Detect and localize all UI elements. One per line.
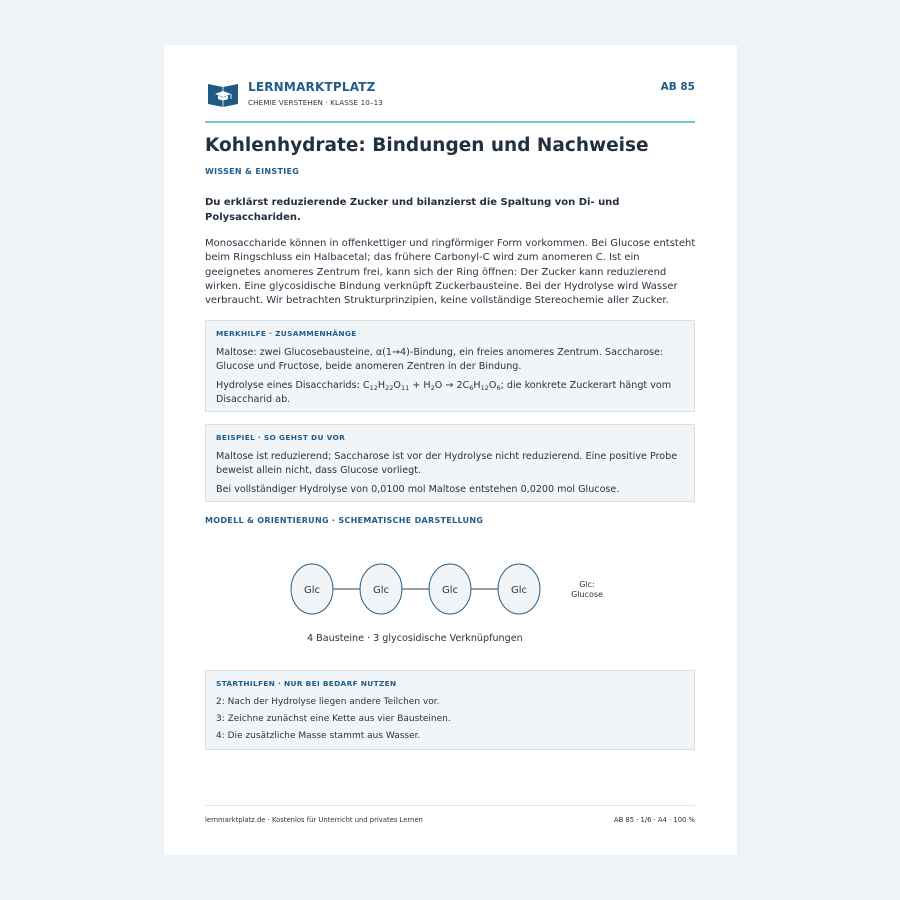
brand-subtitle: CHEMIE VERSTEHEN · KLASSE 10–13: [248, 98, 383, 107]
footer-divider: [205, 805, 695, 806]
sheet-number: AB 85: [660, 81, 695, 93]
beispiel-line-2: Bei vollständiger Hydrolyse von 0,0100 mol Maltose entstehen 0,0200 mol Glucose.: [216, 484, 620, 495]
beispiel-title: BEISPIEL · SO GEHST DU VOR: [216, 433, 346, 442]
merkhilfe-box: [205, 320, 695, 412]
page-title: Kohlenhydrate: Bindungen und Nachweise: [205, 135, 649, 156]
header-divider: [205, 121, 695, 123]
glucose-unit-label-1: Glc: [303, 585, 321, 596]
beispiel-line-1: Maltose ist reduzierend; Saccharose ist vor der Hydrolyse nicht reduzierend. Eine positive Probe beweist allein nicht, dass Glucose vorliegt.: [216, 451, 678, 476]
body-text: Monosaccharide können in offenkettiger und ringförmiger Form vorkommen. Bei Glucose entsteht beim Ringschluss ein Halbacetal; das frühere Carbonyl-C wird zum anomeren C. Ist ein geeignetes anomeres Zentrum frei, kann sich der Ring öffnen: Der Zucker kann reduzierend wirken. Eine glycosidische Bindung verknüpft Zuckerbausteine. Bei der Hydrolyse wird Wasser verbraucht. Wir betrachten Strukturprinzipien, keine vollständige Stereochemie aller Zucker.: [205, 238, 696, 307]
lead-text: Du erklärst reduzierende Zucker und bilanzierst die Spaltung von Di- und Polysacchariden.: [205, 197, 620, 223]
hint-item: 3: Zeichne zunächst eine Kette aus vier Bausteinen.: [216, 714, 451, 724]
glucose-unit-label-4: Glc: [510, 585, 528, 596]
section-label-modell: MODELL & ORIENTIERUNG · SCHEMATISCHE DARSTELLUNG: [205, 516, 484, 525]
diagram-legend-value: Glucose: [571, 590, 603, 599]
book-graduation-cap-icon: [207, 81, 239, 107]
merkhilfe-line-1: Maltose: zwei Glucosebausteine, α(1→4)-Bindung, ein freies anomeres Zentrum. Saccharose: Glucose und Fructose, beide anomeren Zentren in der Bindung.: [216, 347, 664, 372]
glucose-unit-label-3: Glc: [441, 585, 459, 596]
brand-name: LERNMARKTPLATZ: [248, 80, 376, 94]
hint-item: 4: Die zusätzliche Masse stammt aus Wasser.: [216, 731, 421, 741]
hydrolysis-formula: $C_{12}H_{22}O_{11} + H_2O \to 2C_6H_{12}O_6$: [362, 380, 501, 392]
merkhilfe-title: MERKHILFE · ZUSAMMENHÄNGE: [216, 329, 357, 338]
starthilfen-box: [205, 670, 695, 750]
beispiel-box: [205, 424, 695, 502]
glucose-chain-diagram: [274, 557, 634, 627]
worksheet-page: [164, 45, 737, 855]
hint-item: 2: Nach der Hydrolyse liegen andere Teilchen vor.: [216, 697, 440, 707]
footer-left: lernmarktplatz.de · Kostenlos für Unterricht und privates Lernen: [205, 816, 423, 824]
starthilfen-title: STARTHILFEN · NUR BEI BEDARF NUTZEN: [216, 679, 397, 688]
diagram-caption: 4 Bausteine · 3 glycosidische Verknüpfungen: [307, 633, 523, 644]
footer-right: AB 85 · 1/6 · A4 · 100 %: [613, 816, 695, 824]
glucose-unit-label-2: Glc: [372, 585, 390, 596]
section-label-wissen: WISSEN & EINSTIEG: [205, 167, 300, 176]
merkhilfe-line-2: Hydrolyse eines Disaccharids: $C_{12}H_{22}O_{11} + H_2O \to 2C_6H_{12}O_6$; die konkrete Zuckerart hängt vom Disaccharid ab.: [216, 380, 672, 405]
diagram-legend-key: Glc:: [579, 580, 595, 589]
